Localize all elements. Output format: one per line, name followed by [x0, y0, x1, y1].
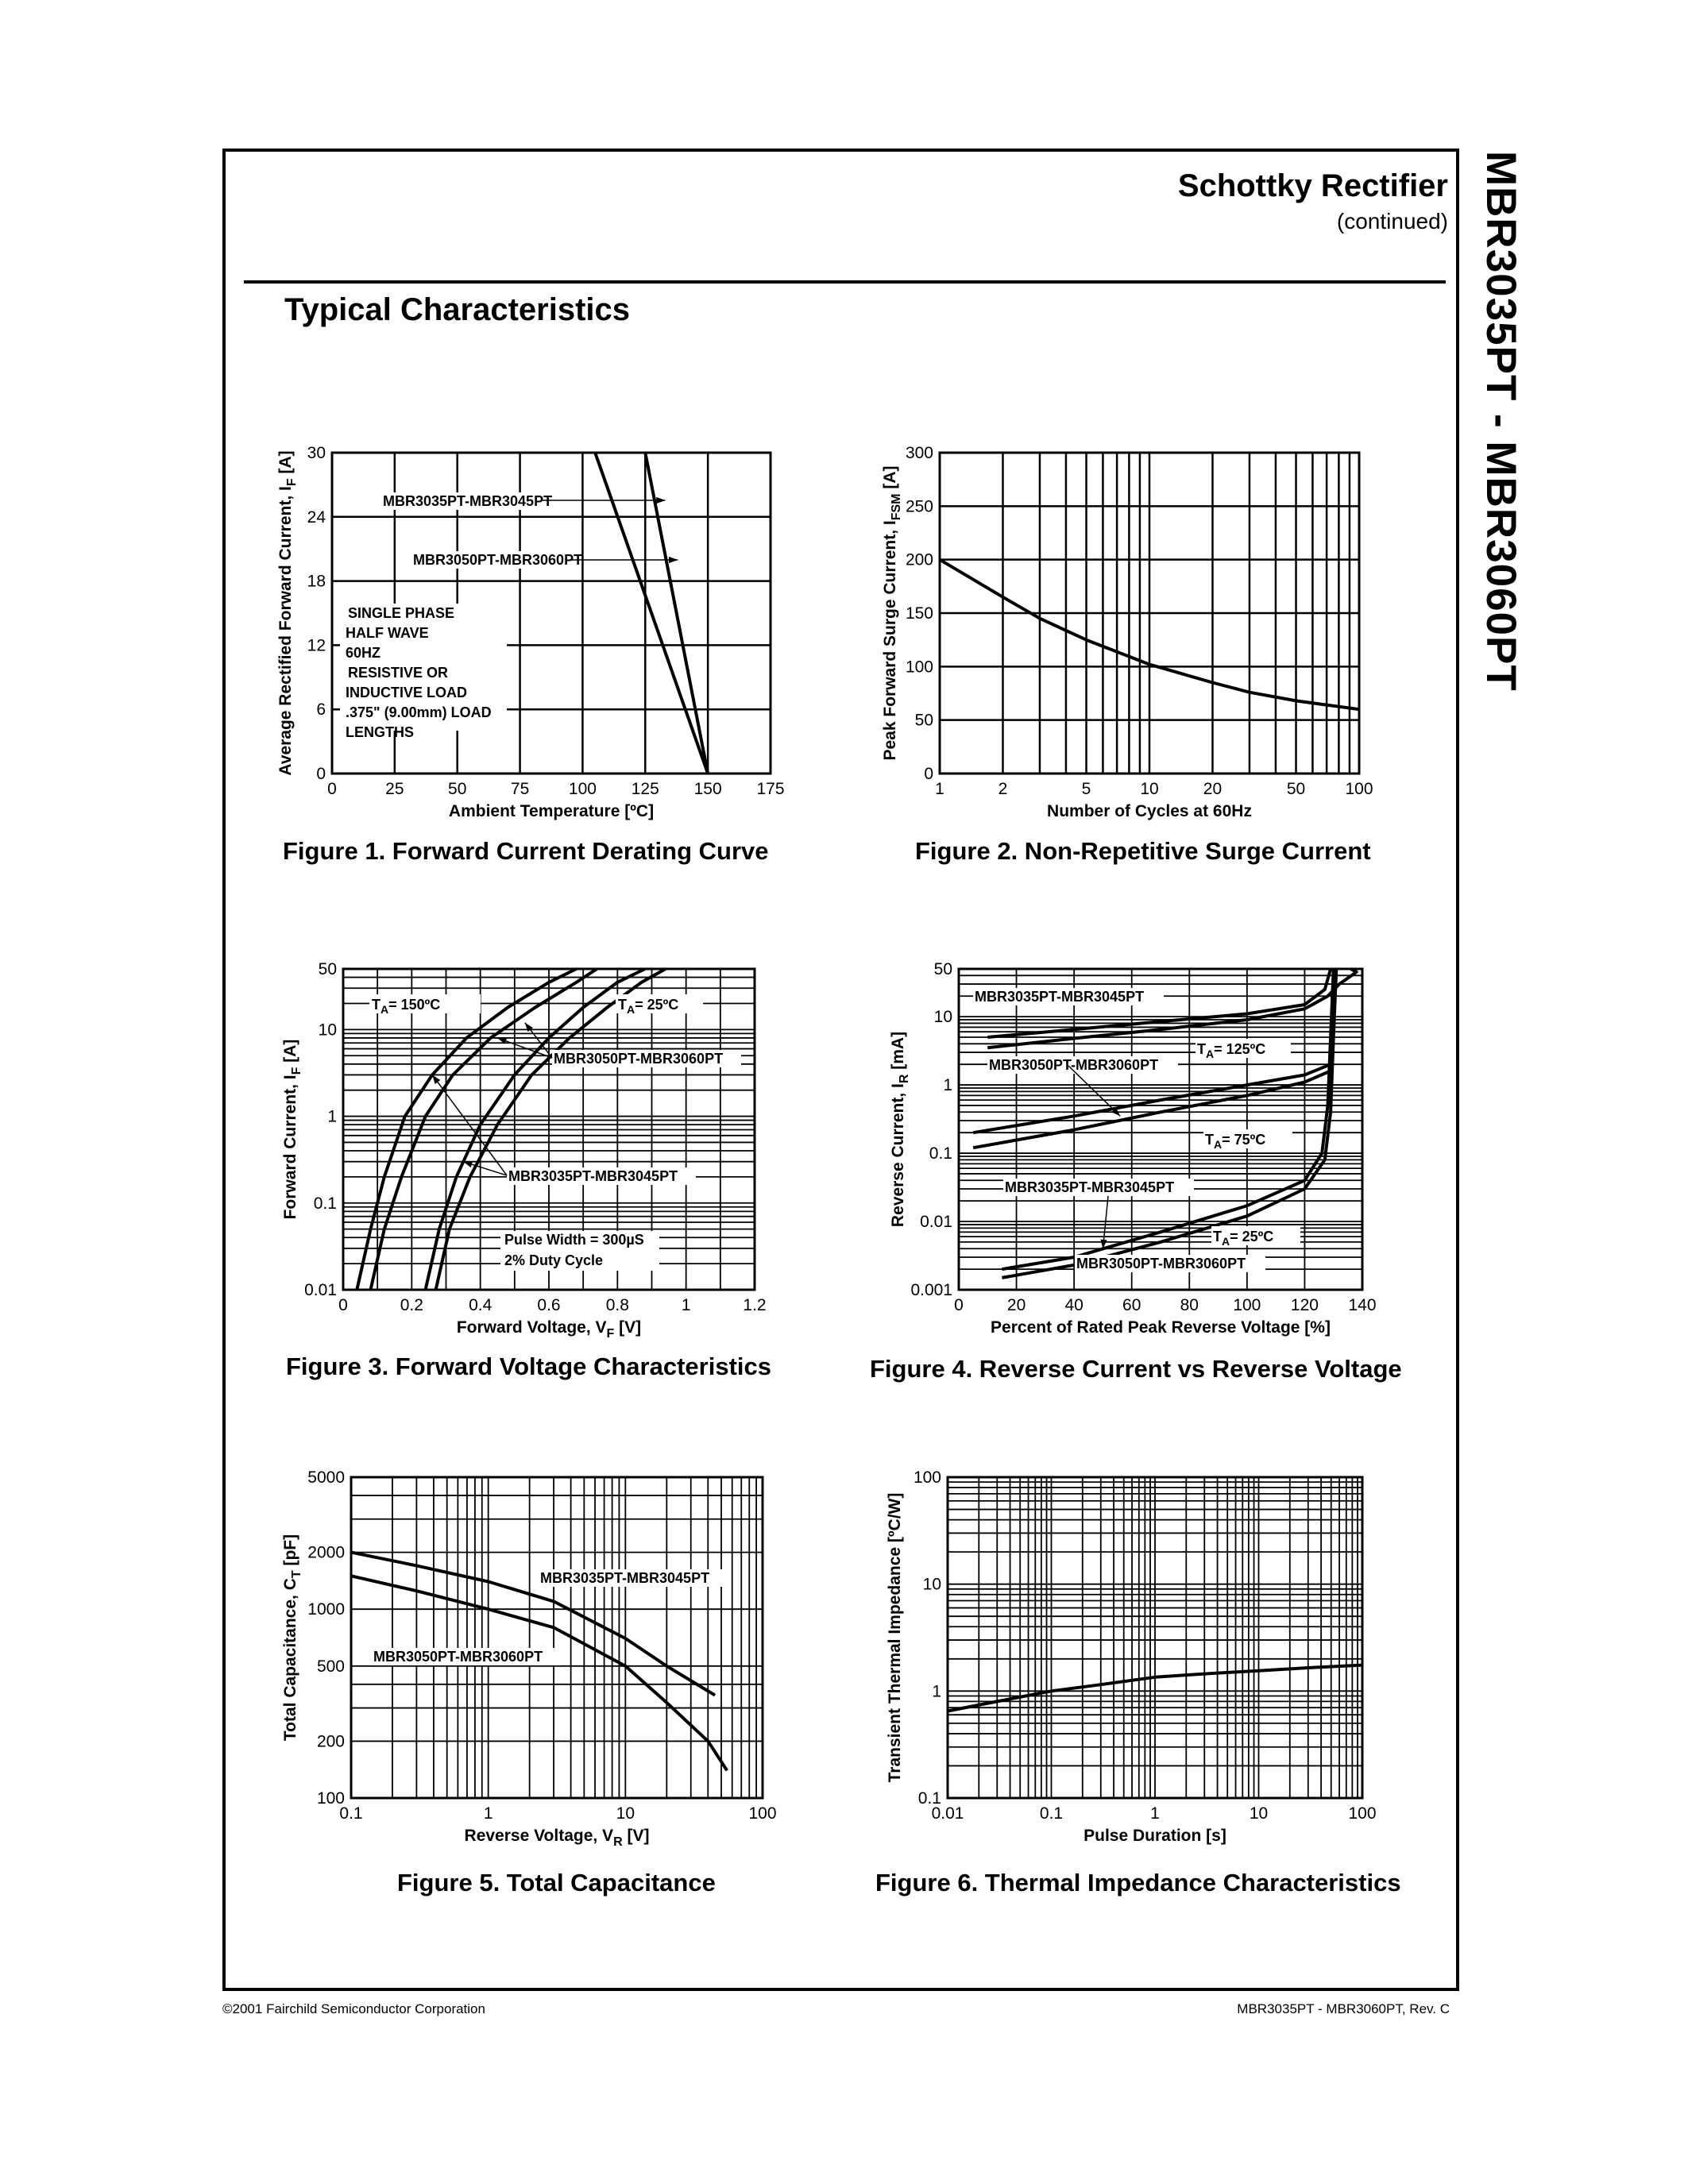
condition-note: .375" (9.00mm) LOAD [346, 704, 492, 720]
y-tick-label: 10 [922, 1575, 941, 1594]
y-tick-label: 200 [905, 550, 933, 569]
x-tick-label: 100 [568, 780, 597, 798]
x-axis-label: Number of Cycles at 60Hz [1047, 802, 1252, 820]
x-tick-label: 50 [1286, 780, 1306, 798]
y-tick-label: 1 [943, 1076, 952, 1095]
x-tick-label: 2 [998, 780, 1008, 798]
figure-2-chart [870, 429, 1426, 842]
figure-4-chart [870, 945, 1426, 1358]
figure-6-caption: Figure 6. Thermal Impedance Characteristics [875, 1869, 1401, 1897]
x-axis-label: Forward Voltage, $V_F$ [V] [456, 1318, 642, 1341]
x-tick-label: 0 [327, 780, 337, 798]
section-title: Typical Characteristics [284, 292, 631, 327]
y-tick-label: 500 [316, 1657, 345, 1676]
x-tick-label: 5 [1081, 780, 1091, 798]
y-axis-label: Reverse Current, $I_R$ [mA] [889, 1031, 911, 1228]
y-tick-label: 10 [318, 1021, 337, 1040]
condition-note: RESISTIVE OR [348, 665, 449, 681]
x-axis-label: Pulse Duration [s] [1083, 1827, 1226, 1845]
y-tick-label: 12 [307, 636, 326, 655]
series-label-1: MBR3035PT-MBR3045PT [975, 989, 1145, 1005]
temp-label-125: $T_A=$ 125ºC [1197, 1041, 1266, 1060]
y-tick-label: 0.1 [917, 1789, 941, 1808]
header-subtitle: (continued) [1336, 209, 1448, 233]
x-tick-label: 1 [483, 1804, 493, 1823]
x-tick-label: 1 [681, 1296, 691, 1314]
condition-note: HALF WAVE [346, 625, 429, 641]
y-tick-label: 1 [932, 1682, 941, 1701]
figure-1-caption: Figure 1. Forward Current Derating Curve [283, 837, 769, 865]
series-line-2 [987, 969, 1356, 1048]
x-tick-label: 50 [448, 780, 467, 798]
y-tick-label: 150 [905, 604, 933, 623]
x-tick-label: 1 [1150, 1804, 1160, 1823]
x-tick-label: 10 [1249, 1804, 1269, 1823]
y-tick-label: 30 [307, 444, 326, 462]
x-axis-label: Ambient Temperature [ºC] [448, 802, 655, 820]
y-tick-label: 0.1 [929, 1144, 952, 1163]
x-tick-label: 1 [935, 780, 944, 798]
y-tick-label: 2000 [307, 1543, 345, 1562]
x-tick-label: 20 [1006, 1296, 1026, 1314]
figure-4-caption: Figure 4. Reverse Current vs Reverse Voltage [870, 1355, 1402, 1383]
x-tick-label: 0 [338, 1296, 348, 1314]
x-tick-label: 1.2 [743, 1296, 767, 1314]
series-label-3: MBR3035PT-MBR3045PT [1005, 1179, 1175, 1195]
y-tick-label: 300 [905, 444, 933, 462]
x-tick-label: 0.2 [400, 1296, 423, 1314]
callout-arrowhead [656, 497, 665, 504]
y-axis-label: Total Capacitance, $C_T$ [pF] [281, 1534, 303, 1742]
x-tick-label: 0.1 [339, 1804, 363, 1823]
y-axis-label: Average Rectified Forward Current, $I_F$ [A] [276, 450, 299, 776]
x-tick-label: 0.8 [605, 1296, 629, 1314]
series-label-mbr3035: MBR3035PT-MBR3045PT [508, 1168, 678, 1184]
x-tick-label: 140 [1348, 1296, 1377, 1314]
side-title: MBR3035PT - MBR3060PT [1477, 151, 1524, 692]
callout-arrowhead [432, 1075, 440, 1084]
x-tick-label: 20 [1203, 780, 1223, 798]
x-tick-label: 150 [693, 780, 722, 798]
temp-label-25: $T_A=$ 25ºC [618, 997, 679, 1016]
y-tick-label: 24 [307, 507, 326, 527]
y-tick-label: 250 [905, 497, 933, 516]
condition-note: 60HZ [346, 645, 381, 661]
x-tick-label: 40 [1064, 1296, 1083, 1314]
y-tick-label: 0 [924, 765, 933, 783]
y-tick-label: 10 [933, 1008, 952, 1027]
y-tick-label: 50 [318, 960, 337, 978]
figure-5-caption: Figure 5. Total Capacitance [397, 1869, 716, 1897]
y-tick-label: 0.01 [920, 1213, 952, 1232]
series-label-2: MBR3050PT-MBR3060PT [373, 1649, 543, 1665]
x-tick-label: 100 [1233, 1296, 1261, 1314]
y-tick-label: 18 [307, 572, 326, 591]
y-tick-label: 100 [913, 1468, 941, 1487]
figure-6-chart [870, 1453, 1426, 1866]
pulse-width-note: Pulse Width = 300µS [504, 1232, 644, 1248]
temp-label-75: $T_A=$ 75ºC [1205, 1132, 1266, 1151]
x-tick-label: 75 [510, 780, 530, 798]
figure-3-caption: Figure 3. Forward Voltage Characteristics [286, 1352, 771, 1380]
x-tick-label: 0 [954, 1296, 964, 1314]
x-tick-label: 0.4 [469, 1296, 492, 1314]
y-tick-label: 50 [933, 960, 952, 978]
y-tick-label: 50 [914, 711, 933, 730]
y-tick-label: 0.01 [304, 1281, 337, 1299]
y-axis-label: Peak Forward Surge Current, $I_{FSM}$ [A] [881, 465, 903, 761]
x-tick-label: 10 [1140, 780, 1159, 798]
plot-frame [351, 1477, 763, 1798]
condition-note: LENGTHS [346, 724, 415, 740]
x-tick-label: 100 [748, 1804, 777, 1823]
y-tick-label: 200 [316, 1732, 345, 1751]
x-tick-label: 10 [616, 1804, 635, 1823]
series-label-1: MBR3035PT-MBR3045PT [383, 493, 553, 509]
series-label-1: MBR3035PT-MBR3045PT [540, 1570, 710, 1586]
y-tick-label: 0.1 [313, 1194, 337, 1213]
y-tick-label: 100 [316, 1789, 345, 1808]
condition-note: INDUCTIVE LOAD [346, 685, 467, 700]
duty-cycle-note: 2% Duty Cycle [504, 1252, 604, 1268]
header-rule [244, 280, 1446, 284]
series-label-2: MBR3050PT-MBR3060PT [989, 1057, 1159, 1073]
figure-1-chart [262, 429, 818, 842]
x-tick-label: 60 [1122, 1296, 1141, 1314]
x-tick-label: 0.01 [931, 1804, 964, 1823]
x-tick-label: 175 [756, 780, 785, 798]
x-tick-label: 80 [1180, 1296, 1199, 1314]
callout-arrowhead [669, 557, 678, 563]
y-axis-label: Transient Thermal Impedance [ºC/W] [886, 1492, 904, 1783]
y-tick-label: 0 [316, 765, 326, 783]
temp-label-150: $T_A=$ 150ºC [372, 997, 441, 1016]
x-axis-label: Reverse Voltage, $V_R$ [V] [464, 1827, 650, 1849]
figure-5-chart [262, 1453, 818, 1866]
x-tick-label: 120 [1290, 1296, 1319, 1314]
x-tick-label: 100 [1348, 1804, 1377, 1823]
y-tick-label: 0.001 [910, 1281, 952, 1299]
y-tick-label: 100 [905, 658, 933, 677]
x-tick-label: 0.6 [537, 1296, 561, 1314]
header-title: Schottky Rectifier [1177, 168, 1448, 203]
series-label-4: MBR3050PT-MBR3060PT [1076, 1256, 1246, 1271]
figure-2-caption: Figure 2. Non-Repetitive Surge Current [915, 837, 1371, 865]
callout-arrowhead [463, 1161, 473, 1167]
callout-arrowhead [525, 1023, 533, 1032]
y-tick-label: 1000 [307, 1600, 345, 1619]
x-tick-label: 100 [1345, 780, 1373, 798]
series-label-mbr3050: MBR3050PT-MBR3060PT [554, 1051, 724, 1067]
x-axis-label: Percent of Rated Peak Reverse Voltage [%] [991, 1318, 1331, 1337]
x-tick-label: 0.1 [1039, 1804, 1064, 1823]
y-tick-label: 6 [316, 700, 326, 720]
x-tick-label: 125 [631, 780, 659, 798]
footer-copyright: ©2001 Fairchild Semiconductor Corporation [222, 2001, 485, 2016]
series-label-2: MBR3050PT-MBR3060PT [413, 552, 583, 568]
series-line-3 [973, 1064, 1331, 1133]
temp-label-25: $T_A=$ 25ºC [1213, 1229, 1274, 1248]
figure-3-chart [262, 945, 818, 1358]
footer-doc-id: MBR3035PT - MBR3060PT, Rev. C [1237, 2001, 1450, 2016]
condition-note: SINGLE PHASE [348, 605, 455, 621]
y-axis-label: Forward Current, $I_F$ [A] [281, 1039, 303, 1220]
y-tick-label: 5000 [307, 1468, 345, 1487]
x-tick-label: 25 [385, 780, 404, 798]
y-tick-label: 1 [327, 1107, 337, 1126]
